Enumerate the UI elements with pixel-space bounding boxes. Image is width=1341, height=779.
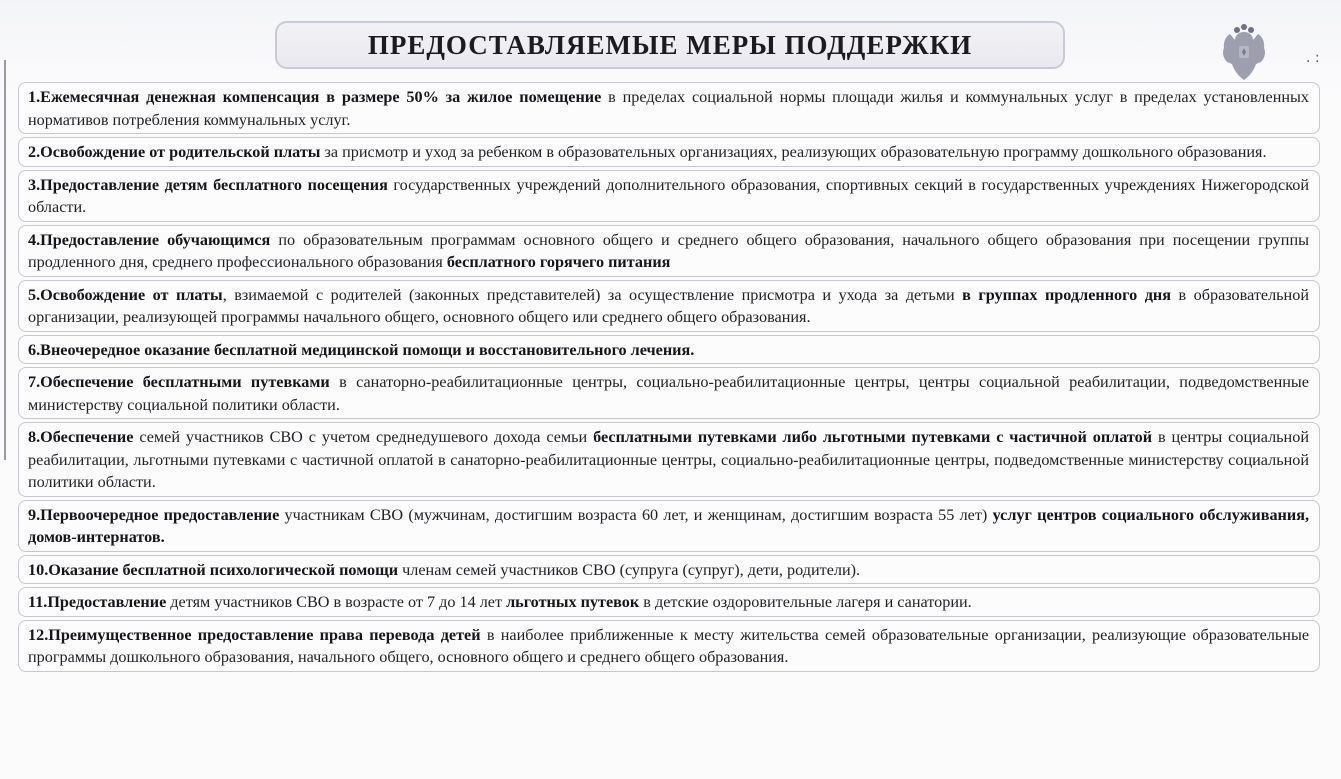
measure-text: участникам СВО (мужчинам, достигшим возраста 60 лет, и женщинам, достигшим возраста 55 лет): [279, 505, 993, 524]
measure-text: государственных учреждений дополнительного образования, спортивных секций в государственных учреждениях Нижегородской области.: [28, 175, 1309, 216]
measure-text: в санаторно-реабилитационные центры, социально-реабилитационные центры, центры социальной реабилитации, подведомственные министерству социальной политики области.: [28, 373, 1309, 414]
measure-text: по образовательным программам основного общего и среднего общего образования, начального общего образования при посещении группы продленного дня, среднего профессионального образования: [28, 230, 1309, 271]
support-measure-item: [18, 225, 1320, 277]
scan-edge-line: [4, 60, 6, 460]
measure-text-bold: бесплатными путевками либо льготными путевками с частичной оплатой: [593, 428, 1153, 446]
measure-text: в центры социальной реабилитации, льготными путевками с частичной оплатой в санаторно-реабилитационные центры, социально-реабилитационные центры, подведомственные министерству социальной политики области.: [28, 428, 1309, 491]
measure-text-bold: 3.Предоставление детям бесплатного посещения: [28, 175, 388, 194]
support-measure-item: [18, 422, 1320, 497]
support-measure-item: [18, 280, 1320, 332]
measure-text: в пределах социальной нормы площади жилья и коммунальных услуг в пределах установленных нормативов потребления коммунальных услуг.: [28, 88, 1309, 129]
measure-text: членам семей участников СВО (супруга (супруг), дети, родители).: [398, 560, 861, 579]
support-measure-item: [18, 137, 1320, 167]
double-headed-eagle-emblem-icon: [1218, 24, 1270, 82]
support-measure-item: [18, 500, 1320, 552]
support-measure-item: [18, 620, 1320, 672]
measure-text-bold: 6.Внеочередное оказание бесплатной медицинской помощи и восстановительного лечения.: [28, 340, 695, 359]
measure-text-bold: 4.Предоставление обучающимся: [28, 230, 271, 249]
support-measures-list: [18, 82, 1320, 675]
measure-text: в детские оздоровительные лагеря и санатории.: [639, 593, 972, 611]
measure-text-bold: 12.Преимущественное предоставление права перевода детей: [28, 625, 481, 644]
measure-text: в образовательной организации, реализующей программы начального общего, основного общего или среднего общего образования.: [28, 285, 1309, 326]
measure-text: детям участников СВО в возрасте от 7 до 14 лет: [166, 593, 507, 611]
measure-text-bold: 11.Предоставление: [28, 593, 167, 611]
corner-marks: . :: [1306, 50, 1320, 66]
measure-text-bold: льготных путевок: [506, 593, 640, 611]
measure-text-bold: 9.Первоочередное предоставление: [28, 505, 280, 524]
measure-text-bold: 2.Освобождение от родительской платы: [28, 143, 321, 161]
measure-text: в наиболее приближенные к месту жительства семей образовательные организации, реализующие образовательные программы дошкольного образования, начального общего, основного общего и среднего общего образования.: [28, 625, 1310, 666]
support-measure-item: [18, 170, 1320, 222]
measure-text: за присмотр и уход за ребенком в образовательных организациях, реализующих образовательную программу дошкольного образования.: [320, 143, 1267, 161]
measure-text: , взимаемой с родителей (законных представителей) за осуществление присмотра и ухода за детьми: [222, 285, 963, 304]
measure-text-bold: 1.Ежемесячная денежная компенсация в размере 50% за жилое помещение: [28, 88, 602, 106]
title-banner: [275, 21, 1065, 69]
measure-text-bold: 5.Освобождение от платы: [28, 285, 223, 304]
page-title: ПРЕДОСТАВЛЯЕМЫЕ МЕРЫ ПОДДЕРЖКИ: [367, 29, 973, 60]
support-measure-item: [18, 335, 1320, 365]
measure-text-bold: услуг центров социального обслуживания, домов-интернатов.: [28, 505, 1309, 546]
support-measure-item: [18, 555, 1320, 585]
support-measure-item: [18, 82, 1320, 134]
support-measure-item: [18, 367, 1320, 419]
measure-text-bold: в группах продленного дня: [962, 285, 1171, 304]
measure-text-bold: 7.Обеспечение бесплатными путевками: [28, 373, 330, 391]
measure-text-bold: 10.Оказание бесплатной психологической помощи: [28, 560, 399, 579]
support-measure-item: [18, 587, 1320, 617]
measure-text-bold: 8.Обеспечение: [28, 428, 134, 446]
measure-text: семей участников СВО с учетом среднедушевого дохода семьи: [133, 428, 594, 446]
measure-text-bold: бесплатного горячего питания: [446, 253, 671, 271]
